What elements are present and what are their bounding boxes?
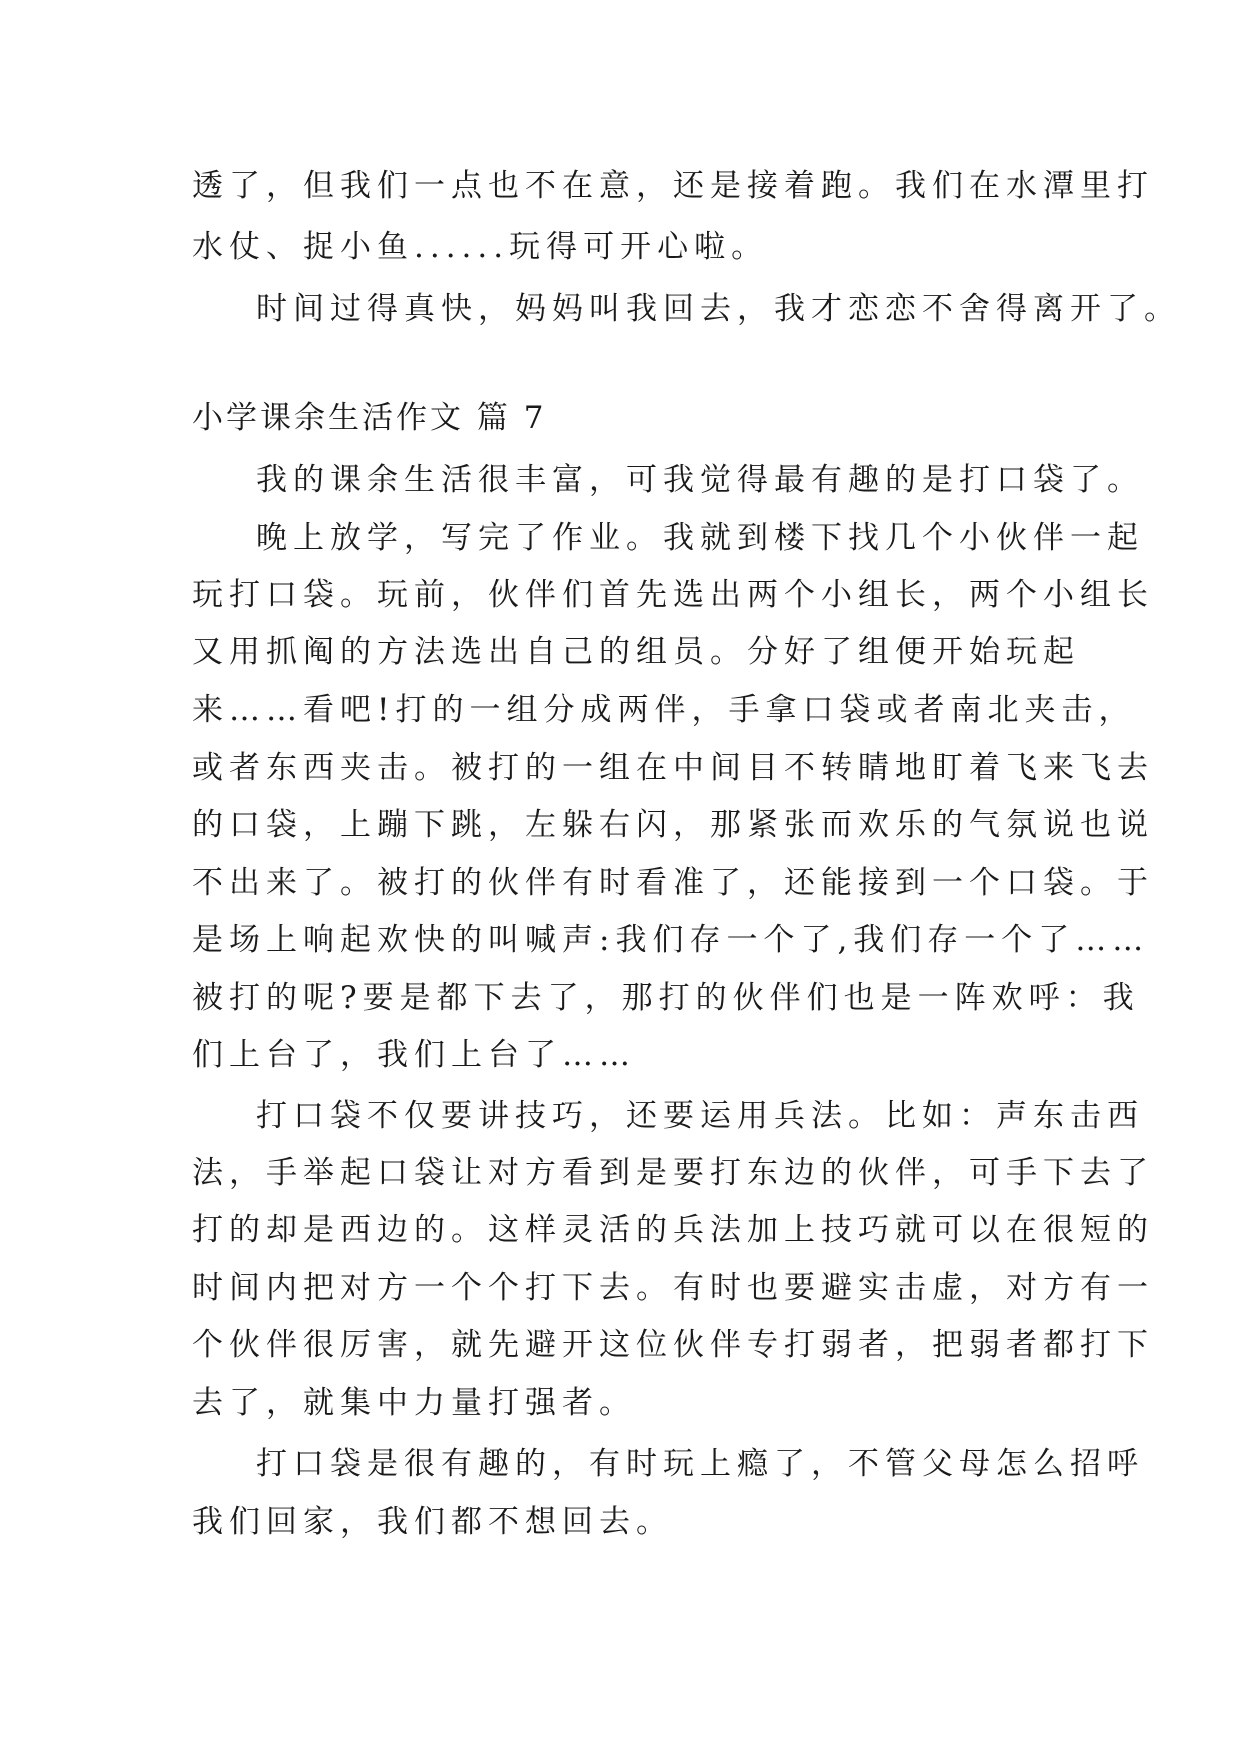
- paragraph-line: 时间内把对方一个个打下去。有时也要避实击虚，对方有一: [192, 1270, 1154, 1306]
- paragraph-line: 或者东西夹击。被打的一组在中间目不转睛地盯着飞来飞去: [192, 750, 1154, 786]
- paragraph-line: 玩打口袋。玩前，伙伴们首先选出两个小组长，两个小组长: [192, 577, 1154, 613]
- paragraph-line: 是场上响起欢快的叫喊声:我们存一个了,我们存一个了……: [192, 922, 1150, 958]
- paragraph-line: 来……看吧!打的一组分成两伴，手拿口袋或者南北夹击，: [192, 692, 1136, 728]
- paragraph-line: 水仗、捉小鱼......玩得可开心啦。: [192, 229, 769, 265]
- paragraph-line: 个伙伴很厉害，就先避开这位伙伴专打弱者，把弱者都打下: [192, 1327, 1154, 1363]
- paragraph-line: 透了，但我们一点也不在意，还是接着跑。我们在水潭里打: [192, 168, 1154, 204]
- paragraph-line: 不出来了。被打的伙伴有时看准了，还能接到一个口袋。于: [192, 865, 1154, 901]
- paragraph-line: 的口袋，上蹦下跳，左躲右闪，那紧张而欢乐的气氛说也说: [192, 807, 1154, 843]
- paragraph-line: 去了，就集中力量打强者。: [192, 1385, 636, 1421]
- paragraph-line: 们上台了，我们上台了……: [192, 1037, 636, 1073]
- paragraph-line: 晚上放学，写完了作业。我就到楼下找几个小伙伴一起: [256, 520, 1144, 556]
- paragraph-line: 打口袋是很有趣的，有时玩上瘾了，不管父母怎么招呼: [256, 1446, 1144, 1482]
- paragraph-line: 我们回家，我们都不想回去。: [192, 1504, 673, 1540]
- paragraph-line: 被打的呢?要是都下去了，那打的伙伴们也是一阵欢呼：我: [192, 980, 1140, 1016]
- paragraph-line: 又用抓阄的方法选出自己的组员。分好了组便开始玩起: [192, 634, 1080, 670]
- paragraph-line: 时间过得真快，妈妈叫我回去，我才恋恋不舍得离开了。: [256, 291, 1181, 327]
- paragraph-line: 打的却是西边的。这样灵活的兵法加上技巧就可以在很短的: [192, 1212, 1154, 1248]
- paragraph-line: 我的课余生活很丰富，可我觉得最有趣的是打口袋了。: [256, 462, 1144, 498]
- paragraph-line: 法，手举起口袋让对方看到是要打东边的伙伴，可手下去了: [192, 1155, 1154, 1191]
- section-title: 小学课余生活作文 篇 7: [192, 400, 547, 436]
- paragraph-line: 打口袋不仅要讲技巧，还要运用兵法。比如：声东击西: [256, 1098, 1144, 1134]
